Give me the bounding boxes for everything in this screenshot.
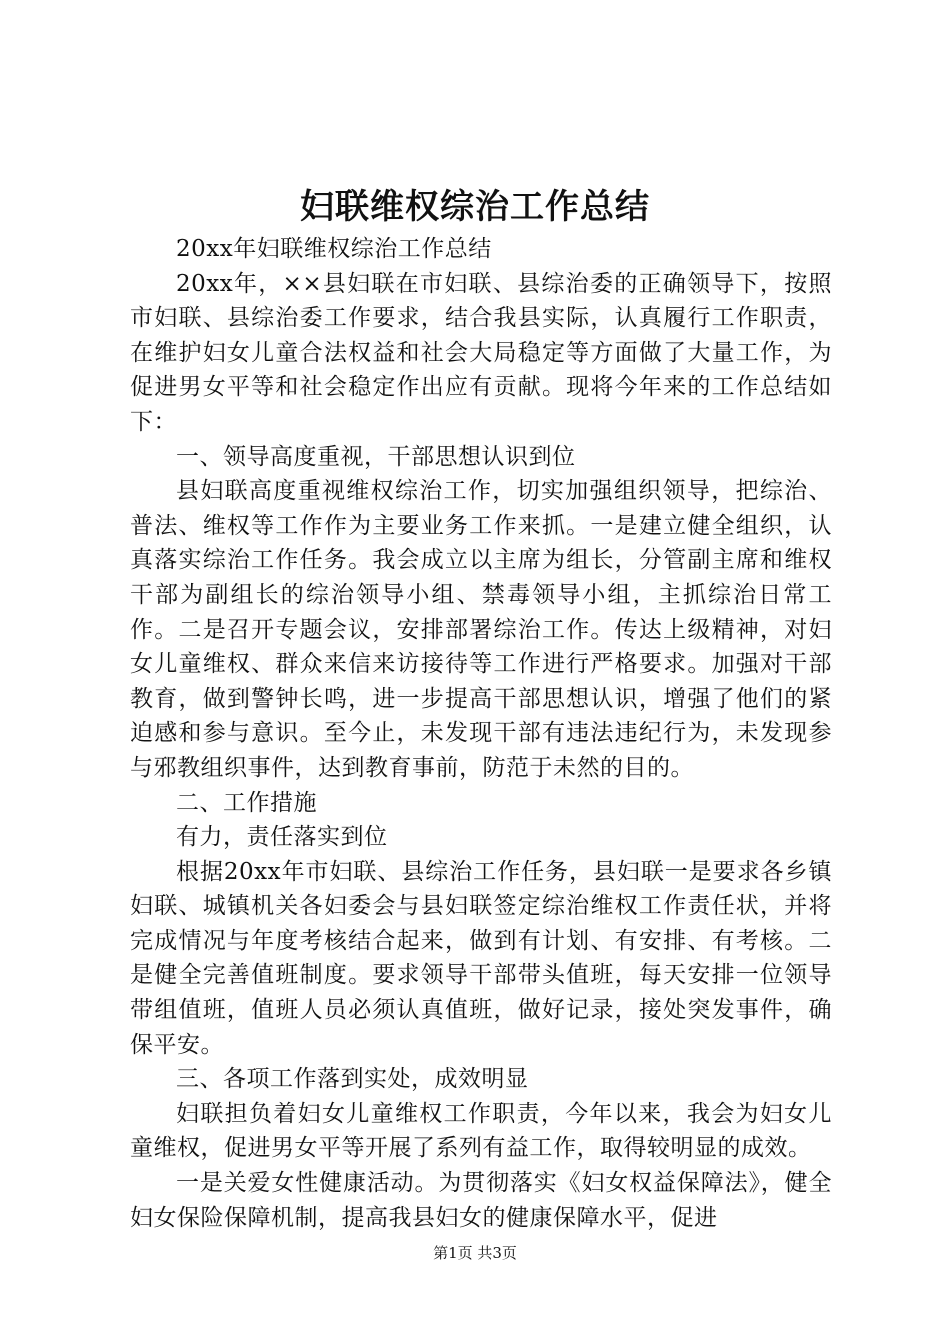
paragraph-section-3: 妇联担负着妇女儿童维权工作职责，今年以来，我会为妇女儿童维权，促进男女平等开展了系列有益工作，取得较明显的成效。	[130, 1100, 832, 1162]
paragraph-section-2: 根据20xx年市妇联、县综治工作任务，县妇联一是要求各乡镇妇联、城镇机关各妇委会与县妇联签定综治维权工作责任状，并将完成情况与年度考核结合起来，做到有计划、有安排、有考核。二是健全完善值班制度。要求领导干部带头值班，每天安排一位领导带组值班，值班人员必须认真值班，做好记录，接处突发事件，确保平安。	[130, 858, 832, 1058]
section-heading-3: 三、各项工作落到实处，成效明显	[176, 1066, 529, 1093]
section-heading-1: 一、领导高度重视，干部思想认识到位	[176, 443, 576, 470]
page-footer: 第1页 共3页	[433, 1244, 517, 1262]
section-heading-2: 二、工作措施	[176, 789, 317, 816]
paragraph-subtitle: 20xx年妇联维权综治工作总结	[176, 236, 492, 262]
paragraph-section-3-item-1: 一是关爱女性健康活动。为贯彻落实《妇女权益保障法》，健全妇女保险保障机制，提高我县妇女的健康保障水平，促进	[130, 1170, 832, 1231]
document-body	[130, 232, 832, 1235]
paragraph-section-1: 县妇联高度重视维权综治工作，切实加强组织领导，把综治、普法、维权等工作作为主要业务工作来抓。一是建立健全组织，认真落实综治工作任务。我会成立以主席为组长，分管副主席和维权干部为副组长的综治领导小组、禁毒领导小组，主抓综治日常工作。二是召开专题会议，安排部署综治工作。传达上级精神，对妇女儿童维权、群众来信来访接待等工作进行严格要求。加强对干部教育，做到警钟长鸣，进一步提高干部思想认识，增强了他们的紧迫感和参与意识。至今止，未发现干部有违法违纪行为，未发现参与邪教组织事件，达到教育事前，防范于未然的目的。	[130, 478, 832, 781]
document-title: 妇联维权综治工作总结	[300, 187, 650, 227]
section-heading-2-cont: 有力，责任落实到位	[176, 824, 388, 851]
paragraph-intro: 20xx年，××县妇联在市妇联、县综治委的正确领导下，按照市妇联、县综治委工作要求，结合我县实际，认真履行工作职责，在维护妇女儿童合法权益和社会大局稳定等方面做了大量工作，为促进男女平等和社会稳定作出应有贡献。现将今年来的工作总结如下：	[130, 270, 832, 435]
